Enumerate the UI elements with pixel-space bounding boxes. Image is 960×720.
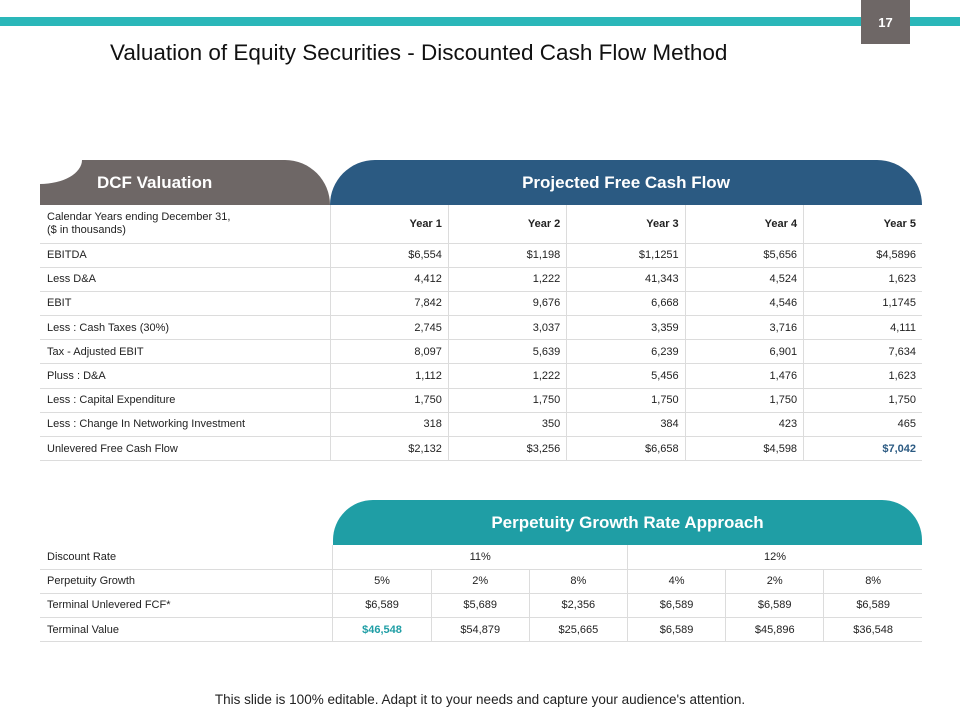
table-cell: 9,676 bbox=[448, 291, 566, 315]
row-label: Unlevered Free Cash Flow bbox=[40, 437, 330, 461]
table-cell: 423 bbox=[685, 412, 803, 436]
table-cell: $25,665 bbox=[529, 618, 627, 642]
table-cell: 7,634 bbox=[804, 340, 922, 364]
table-cell: 41,343 bbox=[567, 267, 685, 291]
table-cell: $5,656 bbox=[685, 243, 803, 267]
table-cell: $6,589 bbox=[333, 593, 431, 617]
table-cell: 1,750 bbox=[567, 388, 685, 412]
table-cell: $5,689 bbox=[431, 593, 529, 617]
table-cell: $1,1251 bbox=[567, 243, 685, 267]
table-cell: 1,476 bbox=[685, 364, 803, 388]
table-cell: 3,359 bbox=[567, 316, 685, 340]
projected-fcf-header-label: Projected Free Cash Flow bbox=[522, 172, 730, 192]
table-cell: $36,548 bbox=[824, 618, 922, 642]
table-row bbox=[40, 593, 922, 617]
dcf-table-header-row bbox=[40, 205, 922, 243]
discount-rate-value: 12% bbox=[627, 545, 922, 569]
table-cell: 5% bbox=[333, 569, 431, 593]
table-cell: 1,750 bbox=[330, 388, 448, 412]
table-cell: 1,750 bbox=[448, 388, 566, 412]
row-label: Perpetuity Growth bbox=[40, 569, 333, 593]
table-row bbox=[40, 291, 922, 315]
perpetuity-growth-table bbox=[40, 545, 922, 642]
table-cell: $7,042 bbox=[804, 437, 922, 461]
table-cell: 1,1745 bbox=[804, 291, 922, 315]
row-label: EBITDA bbox=[40, 243, 330, 267]
table-cell: $2,356 bbox=[529, 593, 627, 617]
table-cell: 1,750 bbox=[804, 388, 922, 412]
table-cell: $4,5896 bbox=[804, 243, 922, 267]
calendar-years-label bbox=[40, 205, 330, 243]
year-header: Year 4 bbox=[685, 205, 803, 243]
projected-fcf-header bbox=[330, 160, 922, 205]
table-cell: 6,239 bbox=[567, 340, 685, 364]
table-row bbox=[40, 243, 922, 267]
table-cell: 465 bbox=[804, 412, 922, 436]
table-cell: 8,097 bbox=[330, 340, 448, 364]
table-cell: 2,745 bbox=[330, 316, 448, 340]
top-accent-bar bbox=[0, 17, 960, 26]
table-row bbox=[40, 388, 922, 412]
table-cell: 1,750 bbox=[685, 388, 803, 412]
page-number-badge: 17 bbox=[861, 0, 910, 44]
table-cell: 4,546 bbox=[685, 291, 803, 315]
table-cell: 2% bbox=[431, 569, 529, 593]
table-row bbox=[40, 340, 922, 364]
table-cell: $6,589 bbox=[824, 593, 922, 617]
discount-rate-value: 11% bbox=[333, 545, 628, 569]
table-cell: 3,037 bbox=[448, 316, 566, 340]
table-cell: 6,668 bbox=[567, 291, 685, 315]
row-label: Terminal Unlevered FCF* bbox=[40, 593, 333, 617]
slide-title: Valuation of Equity Securities - Discounted Cash Flow Method bbox=[110, 40, 728, 65]
table-cell: $4,598 bbox=[685, 437, 803, 461]
discount-rate-row bbox=[40, 545, 922, 569]
table-cell: $6,554 bbox=[330, 243, 448, 267]
table-cell: $6,589 bbox=[627, 593, 725, 617]
table-row bbox=[40, 569, 922, 593]
table-cell: 1,222 bbox=[448, 267, 566, 291]
year-header: Year 1 bbox=[330, 205, 448, 243]
table-cell: 4,524 bbox=[685, 267, 803, 291]
table-row bbox=[40, 316, 922, 340]
table-cell: 7,842 bbox=[330, 291, 448, 315]
calendar-years-line1: Calendar Years ending December 31, bbox=[47, 210, 231, 223]
table-cell: $3,256 bbox=[448, 437, 566, 461]
table-cell: $1,198 bbox=[448, 243, 566, 267]
row-label: Less : Cash Taxes (30%) bbox=[40, 316, 330, 340]
table-cell: 4,412 bbox=[330, 267, 448, 291]
dcf-table bbox=[40, 205, 922, 461]
table-cell: $6,589 bbox=[627, 618, 725, 642]
table-cell: 1,623 bbox=[804, 267, 922, 291]
table-cell: $54,879 bbox=[431, 618, 529, 642]
row-label: Pluss : D&A bbox=[40, 364, 330, 388]
table-cell: 5,456 bbox=[567, 364, 685, 388]
table-cell: 318 bbox=[330, 412, 448, 436]
table-cell: $6,658 bbox=[567, 437, 685, 461]
row-label: Tax - Adjusted EBIT bbox=[40, 340, 330, 364]
perpetuity-growth-header bbox=[333, 500, 922, 545]
dcf-valuation-header bbox=[40, 160, 330, 205]
table-cell: $45,896 bbox=[726, 618, 824, 642]
year-header: Year 3 bbox=[567, 205, 685, 243]
perpetuity-growth-header-label: Perpetuity Growth Rate Approach bbox=[491, 512, 764, 532]
table-cell: 2% bbox=[726, 569, 824, 593]
calendar-years-line2: ($ in thousands) bbox=[47, 223, 126, 236]
row-label: Terminal Value bbox=[40, 618, 333, 642]
table-row bbox=[40, 618, 922, 642]
footer-note: This slide is 100% editable. Adapt it to your needs and capture your audience's attention. bbox=[214, 692, 746, 707]
table-cell: 3,716 bbox=[685, 316, 803, 340]
table-row bbox=[40, 364, 922, 388]
table-row bbox=[40, 412, 922, 436]
row-label: Less D&A bbox=[40, 267, 330, 291]
table-cell: 350 bbox=[448, 412, 566, 436]
table-cell: 1,623 bbox=[804, 364, 922, 388]
dcf-valuation-header-label: DCF Valuation bbox=[97, 172, 213, 192]
table-cell: $46,548 bbox=[333, 618, 431, 642]
table-cell: 1,112 bbox=[330, 364, 448, 388]
table-cell: 5,639 bbox=[448, 340, 566, 364]
table-cell: 6,901 bbox=[685, 340, 803, 364]
year-header: Year 5 bbox=[804, 205, 922, 243]
table-cell: $2,132 bbox=[330, 437, 448, 461]
year-header: Year 2 bbox=[448, 205, 566, 243]
table-row bbox=[40, 267, 922, 291]
row-label: EBIT bbox=[40, 291, 330, 315]
table-cell: 4% bbox=[627, 569, 725, 593]
table-cell: 384 bbox=[567, 412, 685, 436]
table-cell: $6,589 bbox=[726, 593, 824, 617]
row-label: Less : Change In Networking Investment bbox=[40, 412, 330, 436]
table-cell: 8% bbox=[529, 569, 627, 593]
table-cell: 1,222 bbox=[448, 364, 566, 388]
table-cell: 8% bbox=[824, 569, 922, 593]
table-cell: 4,111 bbox=[804, 316, 922, 340]
table-row bbox=[40, 437, 922, 461]
row-label: Less : Capital Expenditure bbox=[40, 388, 330, 412]
discount-rate-label: Discount Rate bbox=[40, 545, 333, 569]
